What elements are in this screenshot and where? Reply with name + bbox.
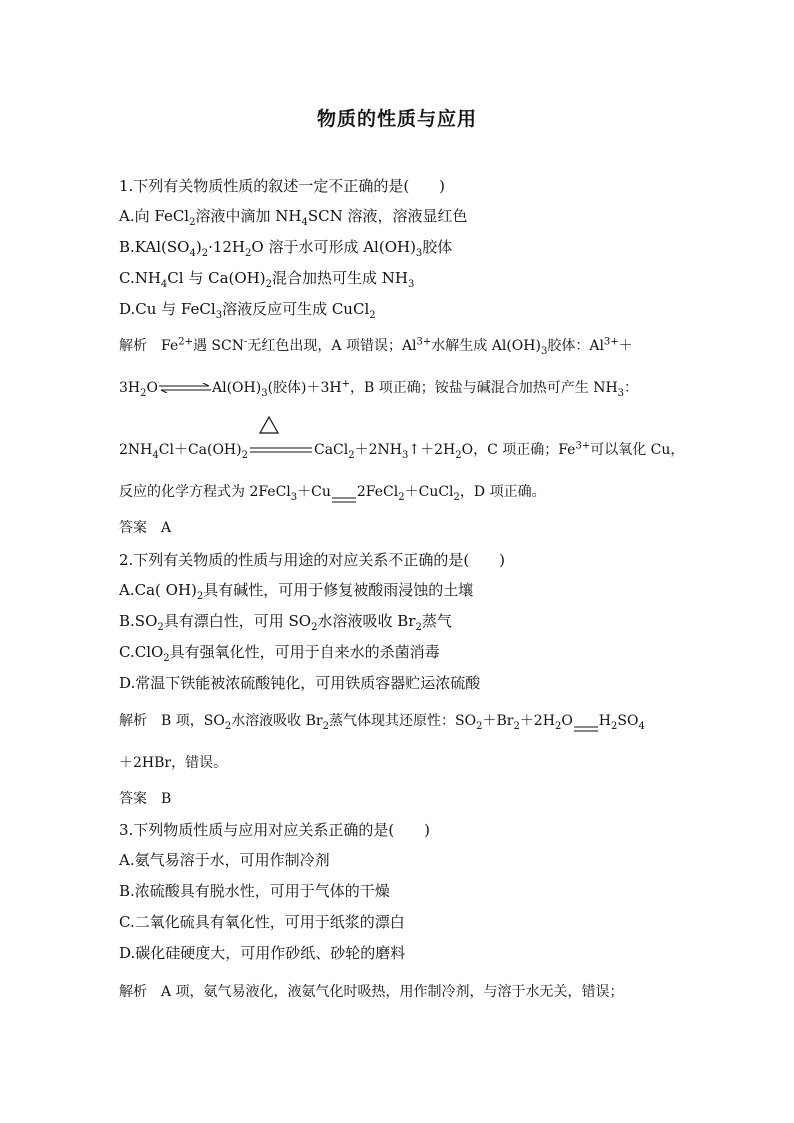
q1-stem: 1.下列有关物质性质的叙述一定不正确的是( )	[119, 177, 446, 195]
equals-sign-icon	[574, 718, 598, 724]
q1-option-a: A.向 FeCl$_2$溶液中滴加 $NH_4SCN$ 溶液，溶液显红色	[119, 207, 468, 228]
page-title: 物质的性质与应用	[316, 108, 477, 130]
q1-option-c: $C.NH_4Cl$ 与 $Ca(OH)_2$混合加热可生成 $NH_3$	[119, 269, 415, 290]
q3-option-c: C.二氧化硫具有氧化性，可用于纸浆的漂白	[119, 913, 405, 931]
q1-solution-line3: $2NH_4Cl+Ca(OH)_2$ $CaCl_2+2NH_3↑+2H_2O$，C 项正确；$Fe^{3+}$可以氧化 Cu，	[119, 440, 685, 461]
q1-option-b: $B.KAl(SO_4)_2\cdot 12H_2O$ 溶于水可形成 $Al(OH)_3$胶体	[119, 238, 453, 259]
heat-triangle-icon	[258, 415, 280, 435]
q3-stem: 3.下列物质性质与应用对应关系正确的是( )	[119, 821, 431, 839]
q2-option-c: C.ClO$_2$具有强氧化性，可用于自来水的杀菌消毒	[119, 643, 440, 664]
q1-answer: 答案 A	[119, 520, 172, 536]
q1-solution-line4: 反应的化学方程式为 2FeCl$_3$＋Cu 2FeCl$_2$＋CuCl$_2$，D 项正确。	[119, 484, 546, 503]
q3-solution-line1: 解析 A 项，氨气易液化，液氨气化时吸热，用作制冷剂，与溶于水无关，错误；	[119, 984, 624, 1000]
q3-option-b: B.浓硫酸具有脱水性，可用于气体的干燥	[119, 882, 390, 900]
q1-option-d: D.Cu 与 FeCl$_3$溶液反应可生成 CuCl$_2$	[119, 300, 376, 321]
q2-solution-line2: ＋2HBr，错误。	[119, 755, 228, 771]
equals-sign-icon	[250, 446, 312, 454]
q2-option-b: $B.SO_2$具有漂白性，可用 $SO_2$水溶液吸收 $Br_2$蒸气	[119, 612, 452, 633]
q2-stem: 2.下列有关物质的性质与用途的对应关系不正确的是( )	[119, 551, 506, 569]
q1-solution-line2: $3H_2O$ $Al(OH)_3$(胶体)＋3H+，B 项正确；铵盐与碱混合加热可产生 $NH_3$：	[119, 378, 639, 399]
q3-option-d: D.碳化硅硬度大，可用作砂纸、砂轮的磨料	[119, 944, 406, 962]
q2-option-d: D.常温下铁能被浓硫酸钝化，可用铁质容器贮运浓硫酸	[119, 674, 481, 692]
q2-solution-line1: 解析 B 项，$SO_2$水溶液吸收 $Br_2$蒸气体现其还原性：$SO_2+Br_2+2H_2O$ $H_2SO_4$	[119, 713, 645, 732]
q2-answer: 答案 B	[119, 791, 172, 807]
reversible-arrow-icon	[159, 383, 211, 393]
equals-sign-icon	[332, 489, 356, 495]
q1-solution-line1: 解析 $Fe^{2+}$遇 SCN-无红色出现，A 项错误；$Al^{3+}$水解生成 $Al(OH)_3$胶体：$Al^{3+}+$	[119, 336, 633, 357]
q2-option-a: A.Ca( $OH)_2$具有碱性，可用于修复被酸雨浸蚀的土壤	[119, 581, 474, 602]
q3-option-a: A.氨气易溶于水，可用作制冷剂	[119, 851, 330, 869]
